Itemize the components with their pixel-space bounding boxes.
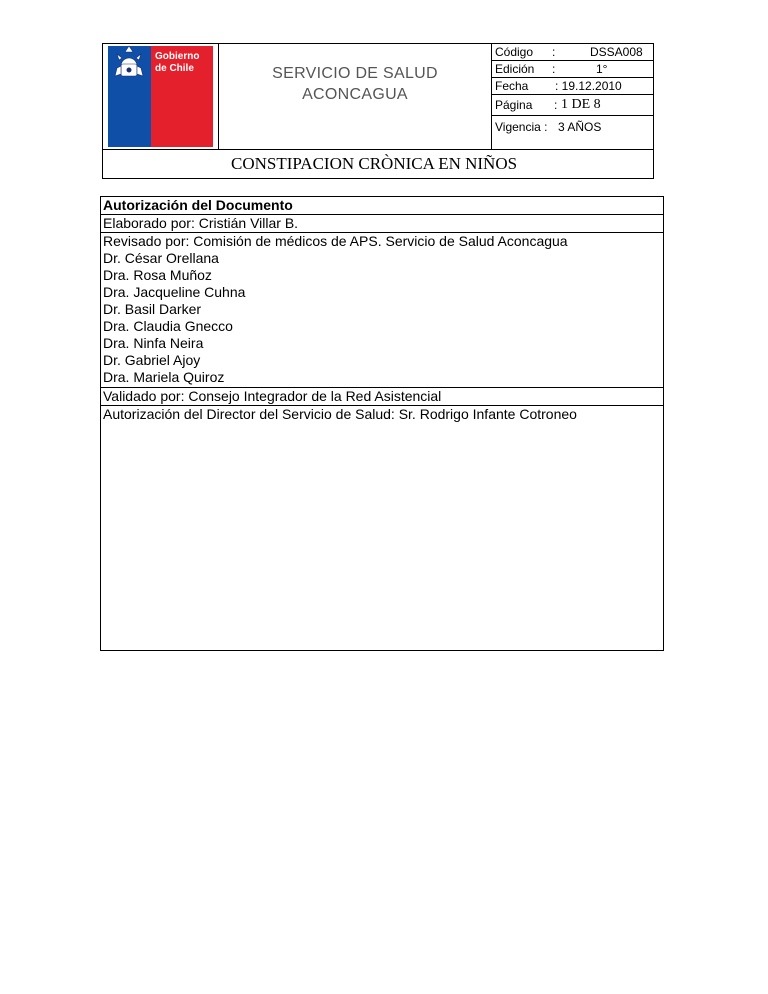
document-metadata [492,44,653,149]
edicion-value: 1° [596,62,608,76]
codigo-value: DSSA008 [590,45,643,59]
fecha-value: : 19.12.2010 [555,79,622,93]
vigencia-value: 3 AÑOS [558,120,602,134]
edicion-label: Edición [495,62,535,76]
document-title-row [103,149,653,178]
reviewer-item: Dr. César Orellana [103,250,219,266]
org-name-line2: ACONCAGUA [302,86,408,103]
pagina-value: 1 DE 8 [561,97,601,112]
meta-row-edicion [492,61,653,78]
document-title: CONSTIPACION CRÒNICA EN NIÑOS [231,154,518,173]
authorization-heading: Autorización del Documento [103,197,293,213]
logo-text-line2: de Chile [155,63,194,74]
reviewer-item: Dr. Basil Darker [103,301,202,317]
edicion-sep: : [552,62,556,76]
gobierno-de-chile-logo [103,44,218,149]
reviewer-item: Dra. Jacqueline Cuhna [103,284,246,300]
revisado-por: Revisado por: Comisión de médicos de APS. Servicio de Salud Aconcagua [103,233,568,249]
vigencia-label: Vigencia : [495,120,548,134]
pagina-sep: : [554,98,558,112]
fecha-label: Fecha [495,79,529,93]
codigo-sep: : [552,45,556,59]
reviewer-item: Dra. Claudia Gnecco [103,318,233,334]
codigo-label: Código [495,45,534,59]
logo-text-line1: Gobierno [155,51,200,62]
director-authorization: Autorización del Director del Servicio de Salud: Sr. Rodrigo Infante Cotroneo [103,406,577,422]
meta-row-vigencia [492,116,653,138]
logo-cell [103,44,219,149]
reviewer-item: Dra. Ninfa Neira [103,335,204,351]
org-name-line1: SERVICIO DE SALUD [272,65,438,82]
validado-por: Validado por: Consejo Integrador de la Red Asistencial [103,388,442,404]
meta-row-fecha [492,78,653,95]
document-header [102,43,654,179]
authorization-table [100,196,664,651]
organization-cell [219,44,492,149]
meta-row-pagina [492,95,653,116]
elaborado-por: Elaborado por: Cristián Villar B. [103,215,299,231]
meta-row-codigo [492,44,653,61]
reviewer-item: Dra. Mariela Quiroz [103,369,225,385]
reviewer-item: Dr. Gabriel Ajoy [103,352,201,368]
pagina-label: Página [495,98,533,112]
reviewer-item: Dra. Rosa Muñoz [103,267,212,283]
